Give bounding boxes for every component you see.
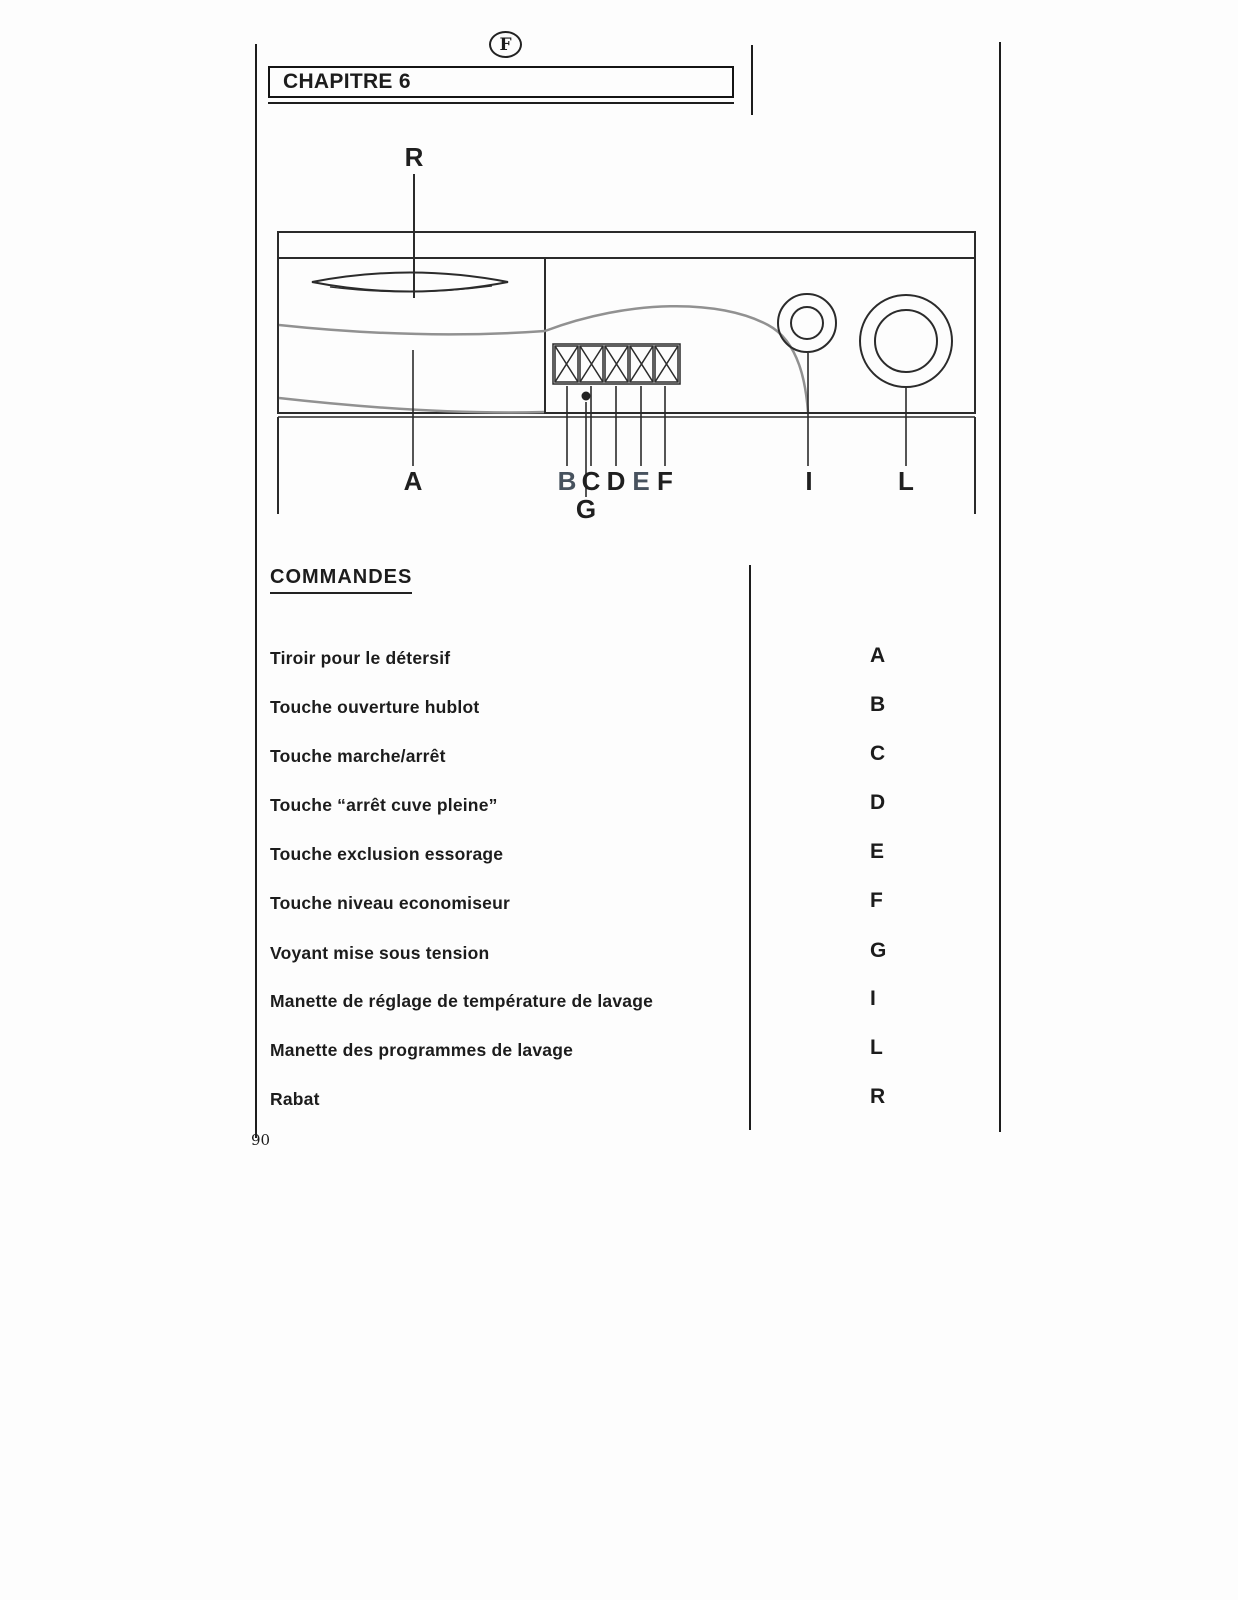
label-R: R [404,142,424,172]
language-badge [489,31,522,58]
command-row [270,693,910,727]
command-row [270,939,910,973]
language-badge-letter: F [499,34,512,55]
page-number: 90 [251,1131,271,1149]
label-D: D [606,466,626,496]
command-label: Touche exclusion essorage [270,844,504,864]
chapter-right-tick [751,45,753,115]
control-panel-diagram [255,130,1000,535]
command-row [270,791,910,825]
label-I: I [805,466,813,496]
temperature-knob-inner [791,307,823,339]
command-row [270,644,910,678]
push-button-E [630,346,653,382]
push-button-B [555,346,578,382]
command-label: Touche ouverture hublot [270,697,480,717]
program-knob-inner [875,310,937,372]
label-C: C [581,466,601,496]
command-row [270,987,910,1021]
label-G: G [575,494,597,524]
command-label: Tiroir pour le détersif [270,648,451,668]
command-row [270,840,910,874]
command-label: Touche niveau economiseur [270,893,511,913]
label-B: B [557,466,577,496]
push-button-D [605,346,628,382]
panel-decorative-curves [279,306,808,412]
label-L: L [898,466,914,496]
command-label: Touche marche/arrêt [270,746,446,766]
command-key: E [870,840,885,863]
command-row [270,742,910,776]
panel-top-strip [278,232,975,258]
panel-face [278,258,975,413]
command-label: Touche “arrêt cuve pleine” [270,795,498,815]
command-label: Manette des programmes de lavage [270,1040,574,1060]
command-label: Manette de réglage de température de lavage [270,991,654,1011]
command-key: D [870,791,886,814]
command-key: R [870,1085,886,1108]
command-row [270,889,910,923]
command-key: L [870,1036,883,1059]
command-key: I [870,987,876,1010]
chapter-underline [268,102,734,104]
button-bank [553,344,680,384]
chapter-title-box [268,66,734,98]
command-row [270,1036,910,1070]
command-label: Rabat [270,1089,320,1109]
command-key: C [870,742,886,765]
section-title: COMMANDES [270,566,412,594]
program-knob-outer [860,295,952,387]
command-row [270,1085,910,1119]
command-key: B [870,693,886,716]
curve-bottom [279,398,544,412]
temperature-knob-outer [778,294,836,352]
curve-left [279,325,545,334]
power-indicator-light [582,392,591,401]
label-E: E [632,466,650,496]
command-key: F [870,889,883,912]
command-label: Voyant mise sous tension [270,943,490,963]
knobs [778,294,952,387]
push-button-C [580,346,603,382]
push-button-F [655,346,678,382]
command-key: A [870,644,886,667]
control-panel-svg [255,130,1000,535]
label-A: A [403,466,423,496]
label-F: F [657,466,673,496]
command-key: G [870,939,887,962]
chapter-title: CHAPITRE 6 [283,70,411,93]
